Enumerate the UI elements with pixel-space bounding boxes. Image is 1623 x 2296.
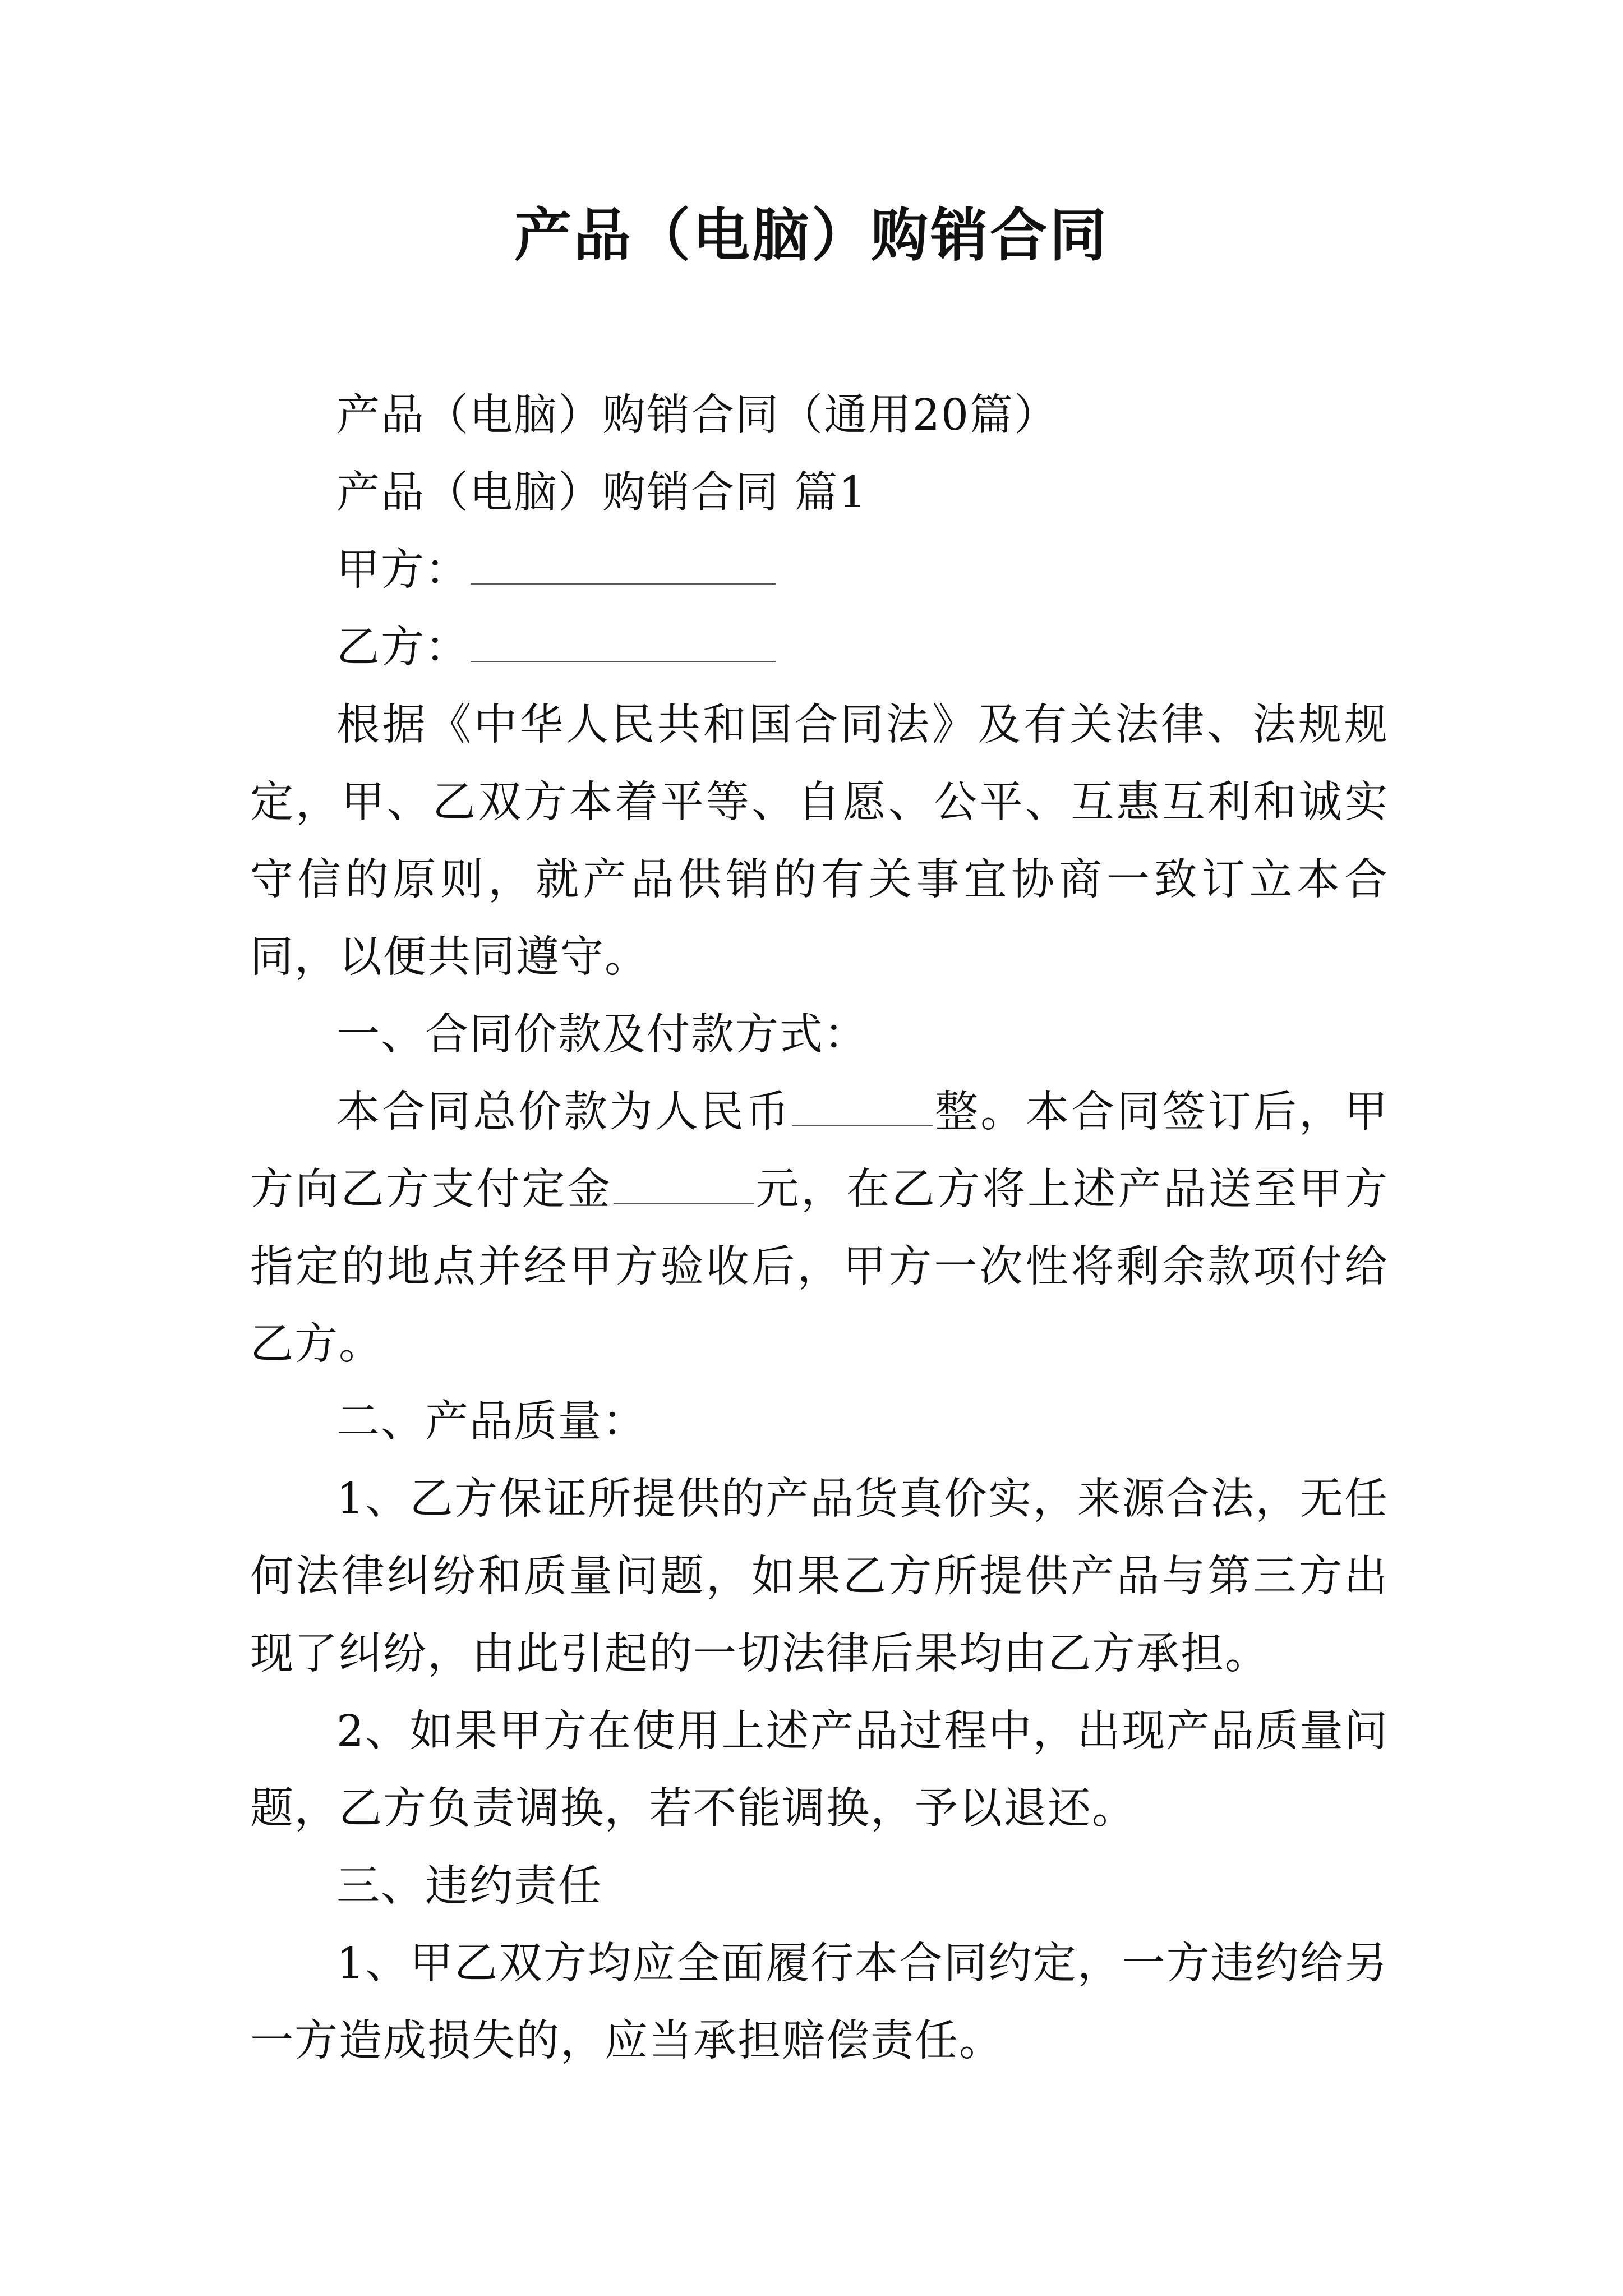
section2-item2: 2、如果甲方在使用上述产品过程中，出现产品质量问题，乙方负责调换，若不能调换，予以退还。: [250, 1706, 1389, 1834]
total-price-blank: [792, 1091, 933, 1126]
section3-heading: 三、违约责任: [336, 1861, 602, 1911]
party-a-blank: [471, 549, 776, 585]
section1-paragraph: [250, 1074, 1389, 1383]
party-a-line: [250, 532, 1389, 609]
section1-text-c: 元，在乙方将上述产品送至甲方指定的地点并经甲方验收后，甲方一次性将剩余款项付给乙方。: [250, 1165, 1389, 1369]
chapter-heading: 产品（电脑）购销合同 篇1: [336, 468, 868, 518]
section2-heading: 二、产品质量：: [336, 1397, 647, 1447]
section2-item1: 1、乙方保证所提供的产品货真价实，来源合法，无任何法律纠纷和质量问题，如果乙方所提供产品与第三方出现了纠纷，由此引起的一切法律后果均由乙方承担。: [250, 1474, 1389, 1679]
document-subtitle: 产品（电脑）购销合同（通用20篇）: [336, 390, 1058, 440]
document-body: [250, 377, 1389, 2080]
party-a-label: 甲方：: [336, 545, 469, 595]
party-b-line: [250, 609, 1389, 687]
section1-heading: 一、合同价款及付款方式：: [336, 1010, 868, 1060]
preamble-paragraph: 根据《中华人民共和国合同法》及有关法律、法规规定，甲、乙双方本着平等、自愿、公平、互惠互利和诚实守信的原则，就产品供销的有关事宜协商一致订立本合同，以便共同遵守。: [250, 700, 1389, 982]
party-b-blank: [471, 626, 776, 662]
party-b-label: 乙方：: [336, 623, 469, 673]
deposit-blank: [614, 1168, 754, 1204]
section1-text-a: 本合同总价款为人民币: [336, 1087, 791, 1137]
section1-text-b: 整。本合同签订后，甲方向乙方支付定金: [250, 1087, 1389, 1214]
document-title: 产品（电脑）购销合同: [514, 202, 1109, 269]
section3-item1: 1、甲乙双方均应全面履行本合同约定，一方违约给另一方造成损失的，应当承担赔偿责任。: [250, 1939, 1389, 2066]
